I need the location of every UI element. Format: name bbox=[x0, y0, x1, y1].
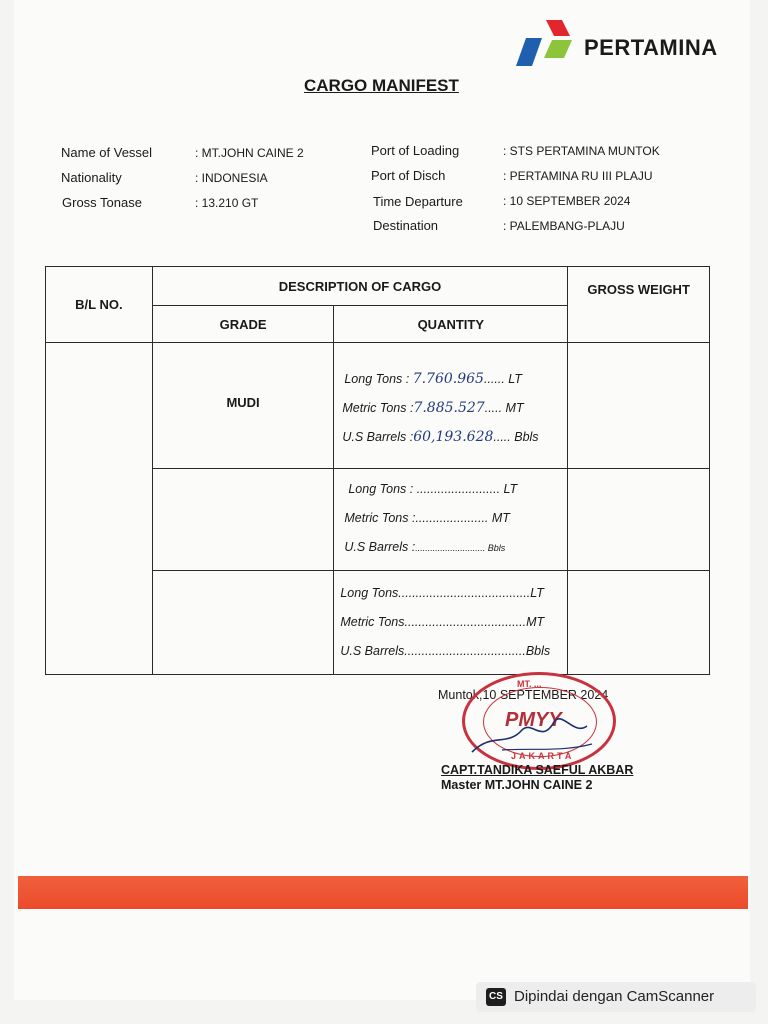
camscanner-icon: CS bbox=[486, 988, 506, 1006]
bl-no-header: B/L NO. bbox=[46, 267, 153, 343]
time-departure-label: Time Departure bbox=[373, 194, 463, 209]
pertamina-logo-icon bbox=[512, 18, 582, 70]
nationality-value: : INDONESIA bbox=[195, 171, 268, 185]
long-tons-line: Long Tons : 7.760.965...... LT bbox=[344, 371, 522, 387]
vessel-name-value: : MT.JOHN CAINE 2 bbox=[195, 146, 304, 160]
gross-tonase-label: Gross Tonase bbox=[62, 195, 142, 210]
signatory-position: Master MT.JOHN CAINE 2 bbox=[441, 778, 593, 792]
camscanner-text: Dipindai dengan CamScanner bbox=[514, 988, 715, 1005]
grade-cell bbox=[152, 571, 334, 675]
bl-no-cell bbox=[46, 343, 153, 675]
camscanner-watermark bbox=[476, 982, 756, 1012]
signatory-name: CAPT.TANDIKA SAEFUL AKBAR bbox=[441, 763, 634, 777]
place-date: Muntok,10 SEPTEMBER 2024 bbox=[438, 688, 609, 702]
metric-tons-line: Metric Tons :..................... MT bbox=[344, 511, 510, 525]
stamp-arc-bottom: JAKARTA bbox=[511, 751, 575, 761]
nationality-label: Nationality bbox=[61, 170, 122, 185]
signature-scribble-icon bbox=[462, 692, 612, 762]
port-of-disch-label: Port of Disch bbox=[371, 168, 446, 183]
quantity-cell bbox=[334, 343, 568, 469]
grade-cell bbox=[152, 469, 334, 571]
us-barrels-line: U.S Barrels :............................ Bbls bbox=[344, 540, 506, 554]
metric-tons-line: Metric Tons :7.885.527..... MT bbox=[342, 400, 524, 416]
us-barrels-handwritten: 60,193.628 bbox=[413, 429, 494, 445]
vessel-name-label: Name of Vessel bbox=[61, 145, 153, 160]
us-barrels-line: U.S Barrels...................................Bbls bbox=[340, 644, 551, 658]
cargo-table bbox=[45, 266, 710, 675]
grade-value: MUDI bbox=[226, 395, 260, 410]
long-tons-line: Long Tons......................................LT bbox=[340, 586, 544, 600]
destination-value: : PALEMBANG-PLAJU bbox=[503, 219, 625, 233]
gross-weight-header: GROSS WEIGHT bbox=[568, 267, 710, 343]
gross-weight-cell bbox=[568, 571, 710, 675]
destination-label: Destination bbox=[373, 218, 439, 233]
gross-weight-cell bbox=[568, 343, 710, 469]
port-of-disch-value: : PERTAMINA RU III PLAJU bbox=[503, 169, 653, 183]
time-departure-value: : 10 SEPTEMBER 2024 bbox=[503, 194, 631, 208]
long-tons-line: Long Tons : ........................ LT bbox=[348, 482, 518, 496]
description-header: DESCRIPTION OF CARGO bbox=[152, 267, 567, 306]
port-of-loading-label: Port of Loading bbox=[371, 143, 460, 158]
metric-tons-handwritten: 7.885.527 bbox=[413, 400, 485, 416]
gross-tonase-value: : 13.210 GT bbox=[195, 196, 259, 210]
quantity-cell bbox=[334, 571, 568, 675]
grade-header: GRADE bbox=[152, 306, 334, 343]
port-of-loading-value: : STS PERTAMINA MUNTOK bbox=[503, 144, 660, 158]
us-barrels-line: U.S Barrels :60,193.628..... Bbls bbox=[342, 429, 539, 445]
stamp-arc-top: MT. ... bbox=[517, 679, 542, 689]
page-title: CARGO MANIFEST bbox=[304, 76, 459, 95]
quantity-cell bbox=[334, 469, 568, 571]
metric-tons-line: Metric Tons...................................MT bbox=[340, 615, 545, 629]
long-tons-handwritten: 7.760.965 bbox=[412, 371, 484, 387]
company-name: PERTAMINA bbox=[584, 35, 718, 60]
table-row bbox=[46, 343, 710, 469]
stamp-mark: PMYY bbox=[505, 709, 562, 731]
pertamina-logo bbox=[512, 18, 718, 70]
gross-weight-cell bbox=[568, 469, 710, 571]
grade-cell bbox=[152, 343, 334, 469]
quantity-header: QUANTITY bbox=[334, 306, 568, 343]
footer-stripe bbox=[18, 876, 748, 909]
